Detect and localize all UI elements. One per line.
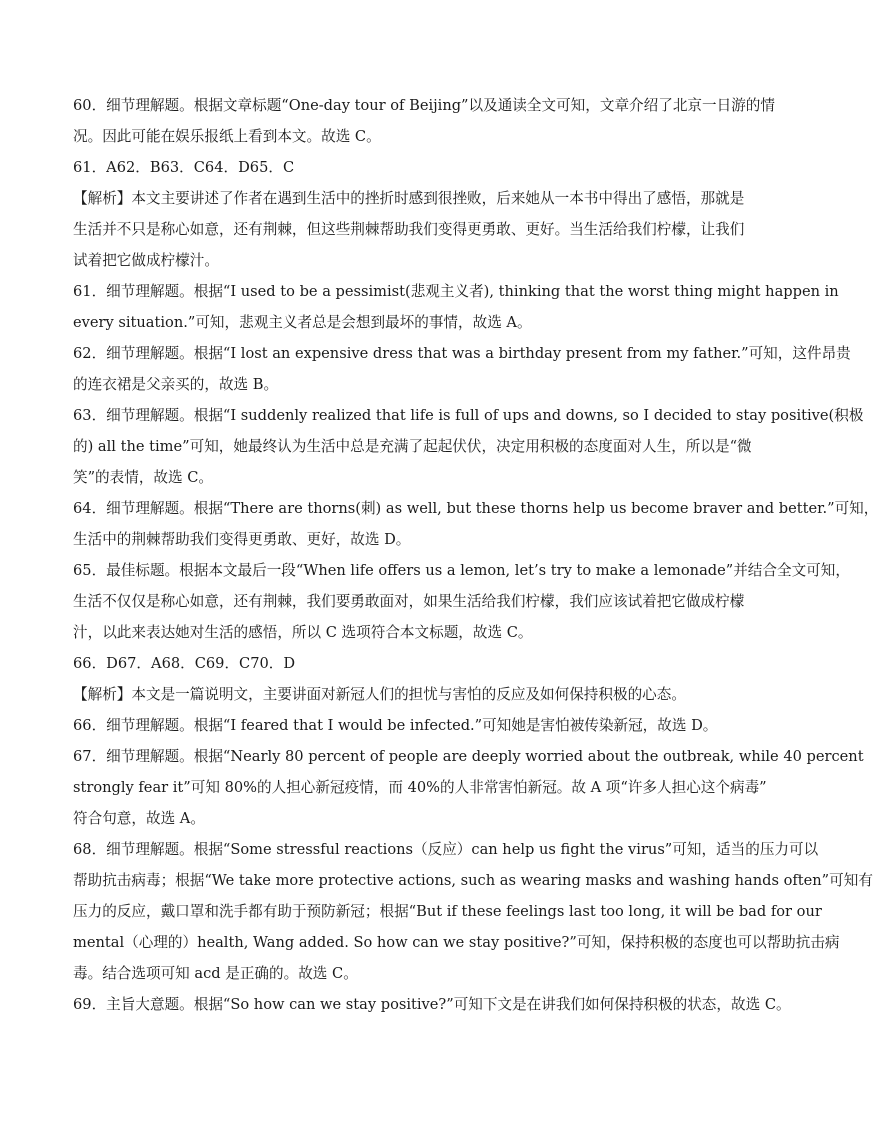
text-line: 65．最佳标题。根据本文最后一段“When life offers us a lemon, let’s try to make a lemonade”并结合全文可知， [73,562,850,579]
text-line: 61．细节理解题。根据“I used to be a pessimist(悲观主义者), thinking that the worst thing might happen in [73,283,839,300]
text-line: every situation.”可知，悲观主义者总是会想到最坏的事情，故选 A。 [73,314,532,331]
text-line: 69．主旨大意题。根据“So how can we stay positive?”可知下文是在讲我们如何保持积极的状态，故选 C。 [73,996,791,1013]
text-line: 生活并不只是称心如意，还有荆棘，但这些荆棘帮助我们变得更勇敢、更好。当生活给我们柠檬，让我们 [73,221,745,238]
text-line: 60．细节理解题。根据文章标题“One-day tour of Beijing”以及通读全文可知，文章介绍了北京一日游的情 [73,97,775,114]
text-line: mental（心理的）health, Wang added. So how can we stay positive?”可知，保持积极的态度也可以帮助抗击病 [73,934,840,951]
text-line: 62．细节理解题。根据“I lost an expensive dress that was a birthday present from my father.”可知，这件昂贵 [73,345,851,362]
text-line: 压力的反应，戴口罩和洗手都有助于预防新冠；根据“But if these feelings last too long, it will be bad for our [73,903,822,920]
text-line: strongly fear it”可知 80%的人担心新冠疫情，而 40%的人非常害怕新冠。故 A 项“许多人担心这个病毒” [73,779,767,796]
text-line: 64．细节理解题。根据“There are thorns(刺) as well, but these thorns help us become braver and better.”可知， [73,500,878,517]
text-line: 68．细节理解题。根据“Some stressful reactions（反应）can help us fight the virus”可知，适当的压力可以 [73,841,819,858]
text-line: 帮助抗击病毒；根据“We take more protective actions, such as wearing masks and washing hands often”可知有 [73,872,873,889]
text-line: 生活中的荆棘帮助我们变得更勇敢、更好，故选 D。 [73,531,411,548]
text-line: 生活不仅仅是称心如意，还有荆棘，我们要勇敢面对，如果生活给我们柠檬，我们应该试着把它做成柠檬 [73,593,745,610]
text-line: 符合句意，故选 A。 [73,810,205,827]
text-line: 的) all the time”可知，她最终认为生活中总是充满了起起伏伏，决定用积极的态度面对人生，所以是“微 [73,438,752,455]
text-line: 毒。结合选项可知 acd 是正确的。故选 C。 [73,965,358,982]
text-line: 67．细节理解题。根据“Nearly 80 percent of people are deeply worried about the outbreak, while 40 percent [73,748,864,765]
text-line: 汁，以此来表达她对生活的感悟，所以 C 选项符合本文标题，故选 C。 [73,624,533,641]
text-line: 笑”的表情，故选 C。 [73,469,214,486]
answer-key-line: 61．A62．B63．C64．D65．C [73,159,295,176]
analysis-line: 【解析】本文主要讲述了作者在遇到生活中的挫折时感到很挫败，后来她从一本书中得出了感悟，那就是 [73,190,745,207]
answer-key-line: 66．D67．A68．C69．C70．D [73,655,296,672]
text-line: 试着把它做成柠檬汁。 [73,252,219,269]
analysis-line: 【解析】本文是一篇说明文，主要讲面对新冠人们的担忧与害怕的反应及如何保持积极的心态。 [73,686,686,703]
text-line: 的连衣裙是父亲买的，故选 B。 [73,376,279,393]
text-line: 66．细节理解题。根据“I feared that I would be infected.”可知她是害怕被传染新冠，故选 D。 [73,717,718,734]
text-line: 况。因此可能在娱乐报纸上看到本文。故选 C。 [73,128,381,145]
text-line: 63．细节理解题。根据“I suddenly realized that life is full of ups and downs, so I decided to stay positive(积极 [73,407,864,424]
